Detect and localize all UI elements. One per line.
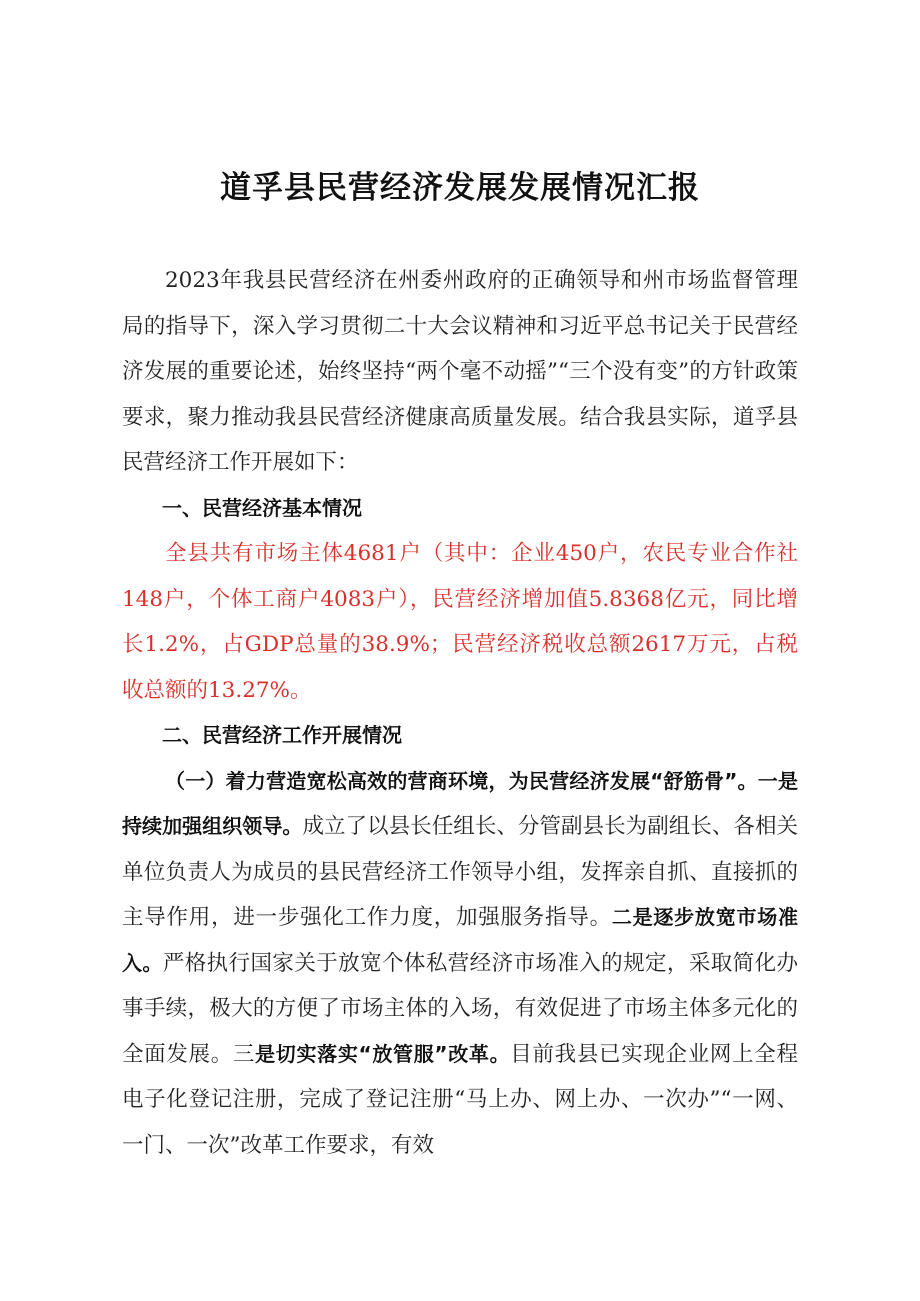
document-body bbox=[122, 258, 798, 1168]
subsection-1-paragraph bbox=[122, 759, 798, 1169]
point-1-title: 一是持续加强组织领导。 bbox=[122, 768, 798, 838]
section-1-heading: 一、民营经济基本情况 bbox=[162, 495, 362, 520]
point-2-title: 二是逐步放宽市场准入。 bbox=[122, 905, 798, 975]
section-2-heading: 二、民营经济工作开展情况 bbox=[162, 723, 402, 747]
subsection-1-heading: （一）着力营造宽松高效的营商环境，为民营经济发展“舒筋骨”。 bbox=[165, 768, 758, 793]
section-1-paragraph: 全县共有市场主体4681户（其中：企业450户，农民专业合作社148户，个体工商户4083户），民营经济增加值5.8368亿元，同比增长1.2%，占GDP总量的38.9%；民营经济税收总额2617万元，占税收总额的13.27%。 bbox=[122, 541, 798, 703]
point-3-prefix: 三 bbox=[232, 1041, 256, 1067]
point-3-text: 目前我县已实现企业网上全程电子化登记注册，完成了登记注册“马上办、网上办、一次办”“一网、一门、一次”改革工作要求，有效 bbox=[122, 1041, 798, 1158]
point-3-title: 是切实落实“放管服”改革。 bbox=[255, 1041, 511, 1066]
point-1-text: 成立了以县长任组长、分管副县长为副组长、各相关单位负责人为成员的县民营经济工作领导小组，发挥亲自抓、直接抓的主导作用，进一步强化工作力度，加强服务指导。 bbox=[122, 814, 798, 930]
point-2-text: 严格执行国家关于放宽个体私营经济市场准入的规定，采取简化办事手续，极大的方便了市场主体的入场，有效促进了市场主体多元化的全面发展。 bbox=[122, 950, 798, 1067]
intro-paragraph: 2023年我县民营经济在州委州政府的正确领导和州市场监督管理局的指导下，深入学习贯彻二十大会议精神和习近平总书记关于民营经济发展的重要论述，始终坚持“两个毫不动摇”“三个没有变”的方针政策要求，聚力推动我县民营经济健康高质量发展。结合我县实际，道孚县民营经济工作开展如下： bbox=[122, 268, 798, 475]
document-title: 道孚县民营经济发展发展情况汇报 bbox=[220, 170, 700, 206]
